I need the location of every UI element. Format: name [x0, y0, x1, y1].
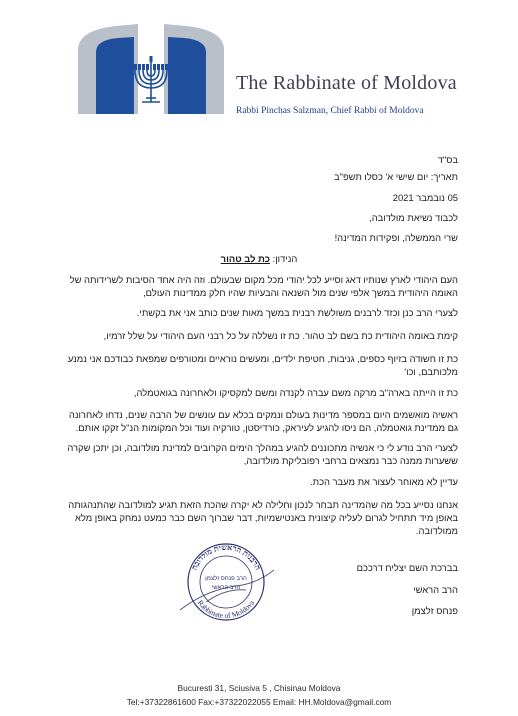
stamp-latin-ring: Rabbinate of Moldova: [195, 598, 257, 621]
bsd-mark: בס"ד: [437, 154, 458, 165]
signoff-blessing: בברכת השם יצליח דרככם: [356, 562, 458, 573]
paragraph: אנחנו נסייע בכל מה שהמדינה תבחר לנכון וחלילה לא יקרה שהכת הזאת תגיע למולדובה שהתנהגותה באופן מיד תתחיל לגרום לעליה קיצונית באנטישמיות, דבר שברוך השם כבר כמעט נמחק באופן מלא ממולדובה.: [68, 499, 458, 536]
paragraph: כת זו הייתה בארה"ב מרקה משם עברה לקנדה ומשם למקסיקו ולאחרונה בגואטמלה,: [133, 387, 458, 398]
footer-address: Bucuresti 31, Sciusiva 5 , Chisinau Moldova: [177, 683, 341, 693]
stamp-center-title: הרב הראשי: [211, 585, 241, 591]
org-subtitle: Rabbi Pinchas Salzman, Chief Rabbi of Moldova: [236, 106, 424, 116]
hebrew-date: תאריך: יום שישי א' כסלו תשפ"ב: [334, 171, 458, 182]
footer-contacts: Tel:+37322861600 Fax:+37322022055 Email: HH.Moldova@gmail.com: [126, 697, 392, 707]
gregorian-date: 05 נובמבר 2021: [392, 192, 458, 203]
signoff-name: פנחס זלצמן: [411, 605, 458, 616]
official-stamp: [176, 540, 276, 624]
subject-label: הנידון:: [272, 253, 298, 264]
stamp-hebrew-ring: הרבנות הראשית מולדובה: [189, 542, 263, 572]
paragraph: קימת באומה היהודית כת בשם לב טהור. כת זו נשללה על כל רבני העם היהודי על שלל זרמיו,: [103, 330, 458, 341]
recipient-line-2: שרי הממשלה, ופקידות המדינה!: [334, 232, 458, 243]
paragraph: ראשיה מואשמים היום במספר מדינות בעולם ונמקים בכלא עם עונשים של הרבה שנים, נדחו לאחרונה גם ממדינת גואטמלה, הם ניסו להגיע לעיראק, כורדיסטן, טורקיה ועוד וכל המקומות הנ"ל זקקו אותם.: [68, 409, 458, 433]
paragraph: כת זו חשודה בזיוף כספים, גניבות, חטיפת ילדים, ומעשים נוראיים ומטורפים שמפאת כבודכם אני נמנע מלכותבם, וכו': [67, 353, 458, 377]
paragraph: העם היהודי לארץ שנותיו דאג וסייע לכל יהודי מכל מקום שבעולם. וזה היה אחד הסיבות לשרידותה של האומה היהודית במשך אלפי שנים מול השנאה והבעיות שהיו חלק ממדינות העולם,: [69, 274, 458, 298]
paragraph: עדיין לא מאוחר לעצור את מעבר הכת.: [310, 476, 458, 487]
stamp-center-name: הרב פנחס זלצמן: [205, 576, 247, 582]
paragraph: לצערי הרב נודע לי כי אנשיה מתכוננים להגיע במהלך הימים הקרובים למדינת מולדובה, וכן יתכן שקרה ששערות ממנה כבר נמצאים ברחבי רפובליקת מולדובה,: [67, 442, 458, 466]
recipient-line-1: לכבוד נשיאת מולדובה,: [369, 212, 458, 223]
subject-line: [60, 253, 458, 264]
paragraph: לצערי הרב כנן וכזד לרבנים משולשת רבנית במשך מאות שנים כותב אני את בקשתי.: [136, 307, 458, 318]
rabbinate-logo: [76, 22, 226, 114]
subject-title: כת לב טהור: [220, 253, 270, 264]
logo-pillar-right: [168, 37, 206, 114]
logo-pillar-left: [96, 37, 134, 114]
signoff-title: הרב הראשי: [413, 584, 458, 595]
svg-text:Rabbinate of Moldova: [196, 598, 257, 620]
org-title: The Rabbinate of Moldova: [236, 72, 457, 94]
